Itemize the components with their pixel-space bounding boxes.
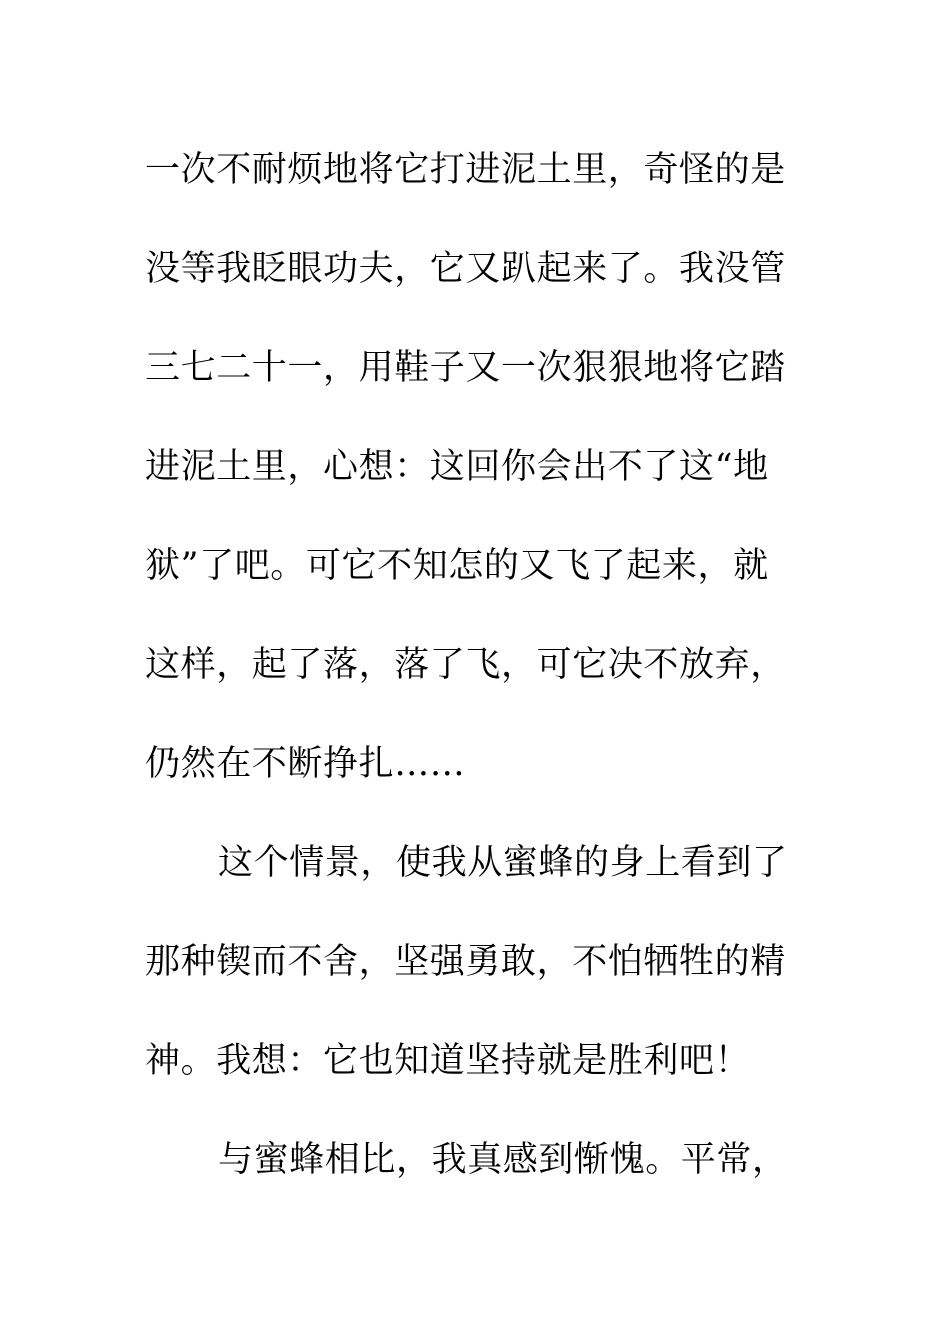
text-line: 三七二十一，用鞋子又一次狠狠地将它踏: [145, 348, 786, 388]
text-line: 进泥土里，心想：这回你会出不了这“地: [145, 447, 769, 487]
text-line: 这样，起了落，落了飞，可它决不放弃，: [145, 645, 786, 685]
body-text: [145, 121, 815, 1210]
text-line: 仍然在不断挣扎……: [145, 744, 466, 784]
text-line: 神。我想：它也知道坚持就是胜利吧！: [145, 1041, 751, 1081]
text-line: 那种锲而不舍，坚强勇敢，不怕牺牲的精: [145, 942, 786, 982]
text-line: 一次不耐烦地将它打进泥土里，奇怪的是: [145, 150, 786, 190]
text-line: 没等我眨眼功夫，它又趴起来了。我没管: [145, 249, 786, 289]
text-line: 狱”了吧。可它不知怎的又飞了起来，就: [145, 546, 769, 586]
paragraph-start-line: 这个情景，使我从蜜蜂的身上看到了: [218, 843, 788, 883]
paragraph-start-line: 与蜜蜂相比，我真感到惭愧。平常，: [218, 1140, 788, 1180]
